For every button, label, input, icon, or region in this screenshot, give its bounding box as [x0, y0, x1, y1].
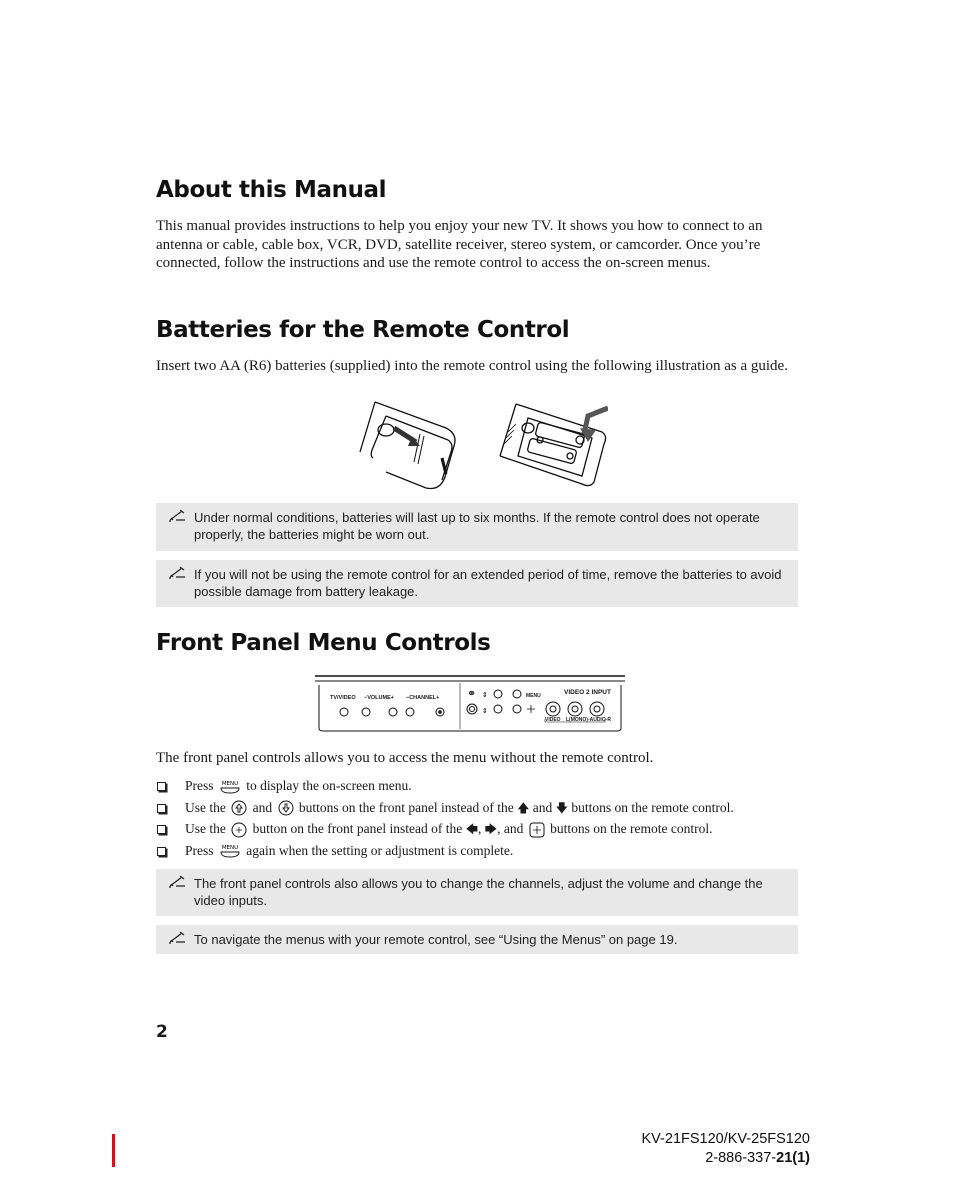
channel-down-button-icon [278, 800, 294, 816]
page-number: 2 [156, 1022, 168, 1042]
note-navigate-menus-text: To navigate the menus with your remote control, see “Using the Menus” on page 19. [194, 932, 678, 947]
note-front-panel-controls [156, 869, 798, 916]
bullet-box [157, 825, 166, 834]
batteries-text: Insert two AA (R6) batteries (supplied) into the remote control using the following illustration as a guide. [156, 358, 788, 374]
menu-icon-label: MENU [221, 845, 239, 852]
note-navigate-menus [156, 925, 798, 954]
front-panel-illustration [315, 675, 625, 734]
left-arrow-icon: 🡄 [465, 822, 478, 836]
pencil-note-icon [168, 508, 186, 522]
down-arrow-icon: 🡇 [555, 800, 569, 815]
list-item [156, 818, 734, 840]
panel-label-audio: L(MONO)-AUDIO-R [566, 717, 611, 723]
front-panel-intro: The front panel controls allows you to access the menu without the remote control. [156, 750, 654, 766]
pencil-note-icon [168, 930, 186, 944]
list-item [156, 840, 734, 862]
part-number [642, 1149, 810, 1168]
bullet-text: again when the setting or adjustment is complete. [246, 842, 514, 858]
right-arrow-icon: 🡆 [484, 822, 498, 836]
bullet-text: Press [185, 778, 214, 793]
svg-text:⚭: ⚭ [467, 687, 477, 700]
part-number-prefix: 2-886-337- [705, 1150, 777, 1166]
model-numbers: KV-21FS120/KV-25FS120 [641, 1131, 810, 1147]
bullet-text: buttons on the remote control. [571, 799, 734, 815]
heading-front-panel: Front Panel Menu Controls [156, 630, 491, 656]
about-manual-text: This manual provides instructions to help you enjoy your new TV. It shows you how to connect to an antenna or cable, cable box, VCR, DVD, satellite receiver, stereo system, or camcorder. Once you’re connected, follow the instructions and use the remote control to access the on-screen menus. [156, 218, 763, 272]
list-item [156, 797, 734, 819]
heading-about-manual: About this Manual [156, 177, 387, 203]
menu-icon-label: MENU [221, 780, 239, 787]
bullet-box [157, 847, 166, 856]
svg-text:⇕: ⇕ [482, 691, 488, 699]
select-button-icon [231, 822, 247, 838]
bullet-text: buttons on the front panel instead of the [298, 799, 514, 815]
pencil-note-icon [168, 874, 186, 888]
panel-label-menu: MENU [526, 693, 541, 699]
note-battery-life-text: Under normal conditions, batteries will last up to six months. If the remote control does not operate properly, the batteries might be worn out. [194, 510, 760, 542]
bullet-text: and [532, 799, 553, 815]
bullet-text: , [477, 821, 482, 836]
heading-batteries: Batteries for the Remote Control [156, 317, 570, 343]
bullet-box [157, 804, 166, 813]
bullet-text: Press [185, 842, 214, 858]
bullet-text: Use the [185, 821, 226, 836]
list-item [156, 775, 734, 797]
panel-label-volume: −VOLUME+ [364, 695, 394, 701]
menu-button-icon [219, 779, 241, 795]
footer-model-info [642, 1130, 810, 1168]
note-battery-life [156, 503, 798, 551]
note-battery-removal [156, 560, 798, 607]
bullet-text: to display the on-screen menu. [246, 778, 412, 793]
battery-insertion-illustration [358, 398, 608, 496]
footer-red-bar [112, 1134, 115, 1167]
panel-label-channel: −CHANNEL+ [406, 695, 440, 701]
up-arrow-icon: 🡅 [517, 800, 530, 815]
menu-button-icon [219, 843, 241, 859]
front-panel-instructions [156, 775, 734, 861]
bullet-text: buttons on the remote control. [550, 821, 713, 836]
part-number-revision: 21(1) [776, 1150, 810, 1166]
bullet-text: and [252, 799, 273, 815]
bullet-text: , and [497, 821, 524, 836]
bullet-box [157, 782, 166, 791]
pencil-note-icon [168, 565, 186, 579]
panel-label-tv-video: TV/VIDEO [330, 695, 356, 701]
channel-up-button-icon [231, 800, 247, 816]
panel-label-video: VIDEO [545, 717, 561, 723]
front-panel-frame [315, 675, 625, 734]
panel-label-video2-input: VIDEO 2 INPUT [564, 689, 611, 696]
note-front-panel-text: The front panel controls also allows you to change the channels, adjust the volume and change the video inputs. [194, 876, 763, 908]
svg-text:⇕: ⇕ [482, 707, 488, 715]
remote-enter-button-icon [529, 822, 545, 838]
note-battery-removal-text: If you will not be using the remote control for an extended period of time, remove the batteries to avoid possible damage from battery leakage. [194, 567, 782, 599]
bullet-text: button on the front panel instead of the [252, 821, 463, 836]
bullet-text: Use the [185, 799, 226, 815]
